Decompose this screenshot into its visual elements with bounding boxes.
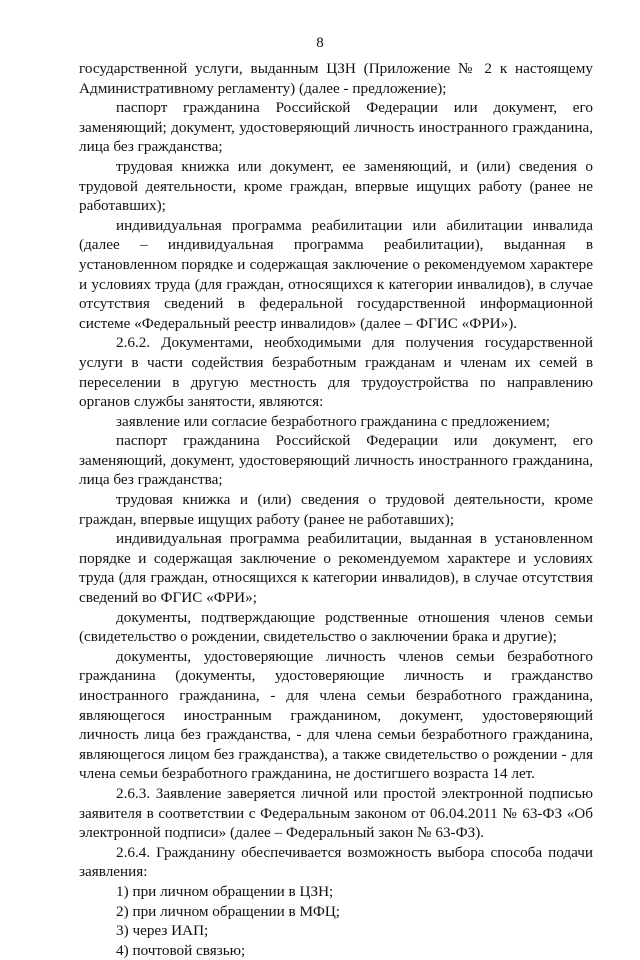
paragraph: заявление или согласие безработного гражданина с предложением; [116,412,551,430]
paragraph: 2.6.4. Гражданину обеспечивается возможность выбора способа подачи заявления: [79,843,593,881]
document-body [79,59,593,960]
paragraph: индивидуальная программа реабилитации или абилитации инвалида (далее – индивидуальная программа реабилитации), выданная в установленном порядке и содержащая заключение о рекомендуемом характере и условиях труда (для граждан, относящихся к категории инвалидов), в случае отсутствия сведений в федеральной государственной информационной системе «Федеральный реестр инвалидов» (далее – ФГИС «ФРИ»). [79,216,593,332]
paragraph: 2.6.2. Документами, необходимыми для получения государственной услуги в части содействия безработным гражданам и членам их семей в переселении в другую местность для трудоустройства по направлению органов службы занятости, являются: [79,334,593,411]
paragraph: трудовая книжка или документ, ее заменяющий, и (или) сведения о трудовой деятельности, кроме граждан, впервые ищущих работу (ранее не работавших); [79,157,593,215]
paragraph: документы, удостоверяющие личность членов семьи безработного гражданина (документы, удостоверяющие личность и гражданство иностранного гражданина, - для члена семьи безработного гражданина, являющегося иностранным гражданином, документ, удостоверяющий личность лица без гражданства, - для члена семьи безработного гражданина, являющегося лицом без гражданства), а также свидетельство о рождении - для члена семьи безработного гражданина, не достигшего возраста 14 лет. [79,647,593,783]
paragraph: трудовая книжка и (или) сведения о трудовой деятельности, кроме граждан, впервые ищущих работу (ранее не работавших); [79,491,593,528]
paragraph: 4) почтовой связью; [116,941,246,959]
page-number: 8 [316,35,324,51]
paragraph: паспорт гражданина Российской Федерации или документ, его заменяющий, документ, удостоверяющий личность иностранного гражданина, лица без гражданства; [79,432,593,489]
paragraph: 2) при личном обращении в МФЦ; [116,902,341,920]
paragraph: индивидуальная программа реабилитации, выданная в установленном порядке и содержащая заключение о рекомендуемом характере и условиях труда (для граждан, относящихся к категории инвалидов), в случае отсутствия сведений во ФГИС «ФРИ»; [79,530,593,607]
paragraph: 3) через ИАП; [116,922,209,940]
paragraph: паспорт гражданина Российской Федерации или документ, его заменяющий; документ, удостоверяющий личность иностранного гражданина, лица без гражданства; [79,99,593,156]
paragraph: государственной услуги, выданным ЦЗН (Приложение № 2 к настоящему Административному регламенту) (далее - предложение); [79,60,593,97]
paragraph: документы, подтверждающие родственные отношения членов семьи (свидетельство о рождении, свидетельство о заключении брака и другие); [79,608,593,646]
paragraph: 1) при личном обращении в ЦЗН; [116,882,334,900]
paragraph: 2.6.3. Заявление заверяется личной или простой электронной подписью заявителя в соответствии с Федеральным законом от 06.04.2011 № 63-ФЗ «Об электронной подписи» (далее – Федеральный закон № 63-ФЗ). [79,784,593,842]
